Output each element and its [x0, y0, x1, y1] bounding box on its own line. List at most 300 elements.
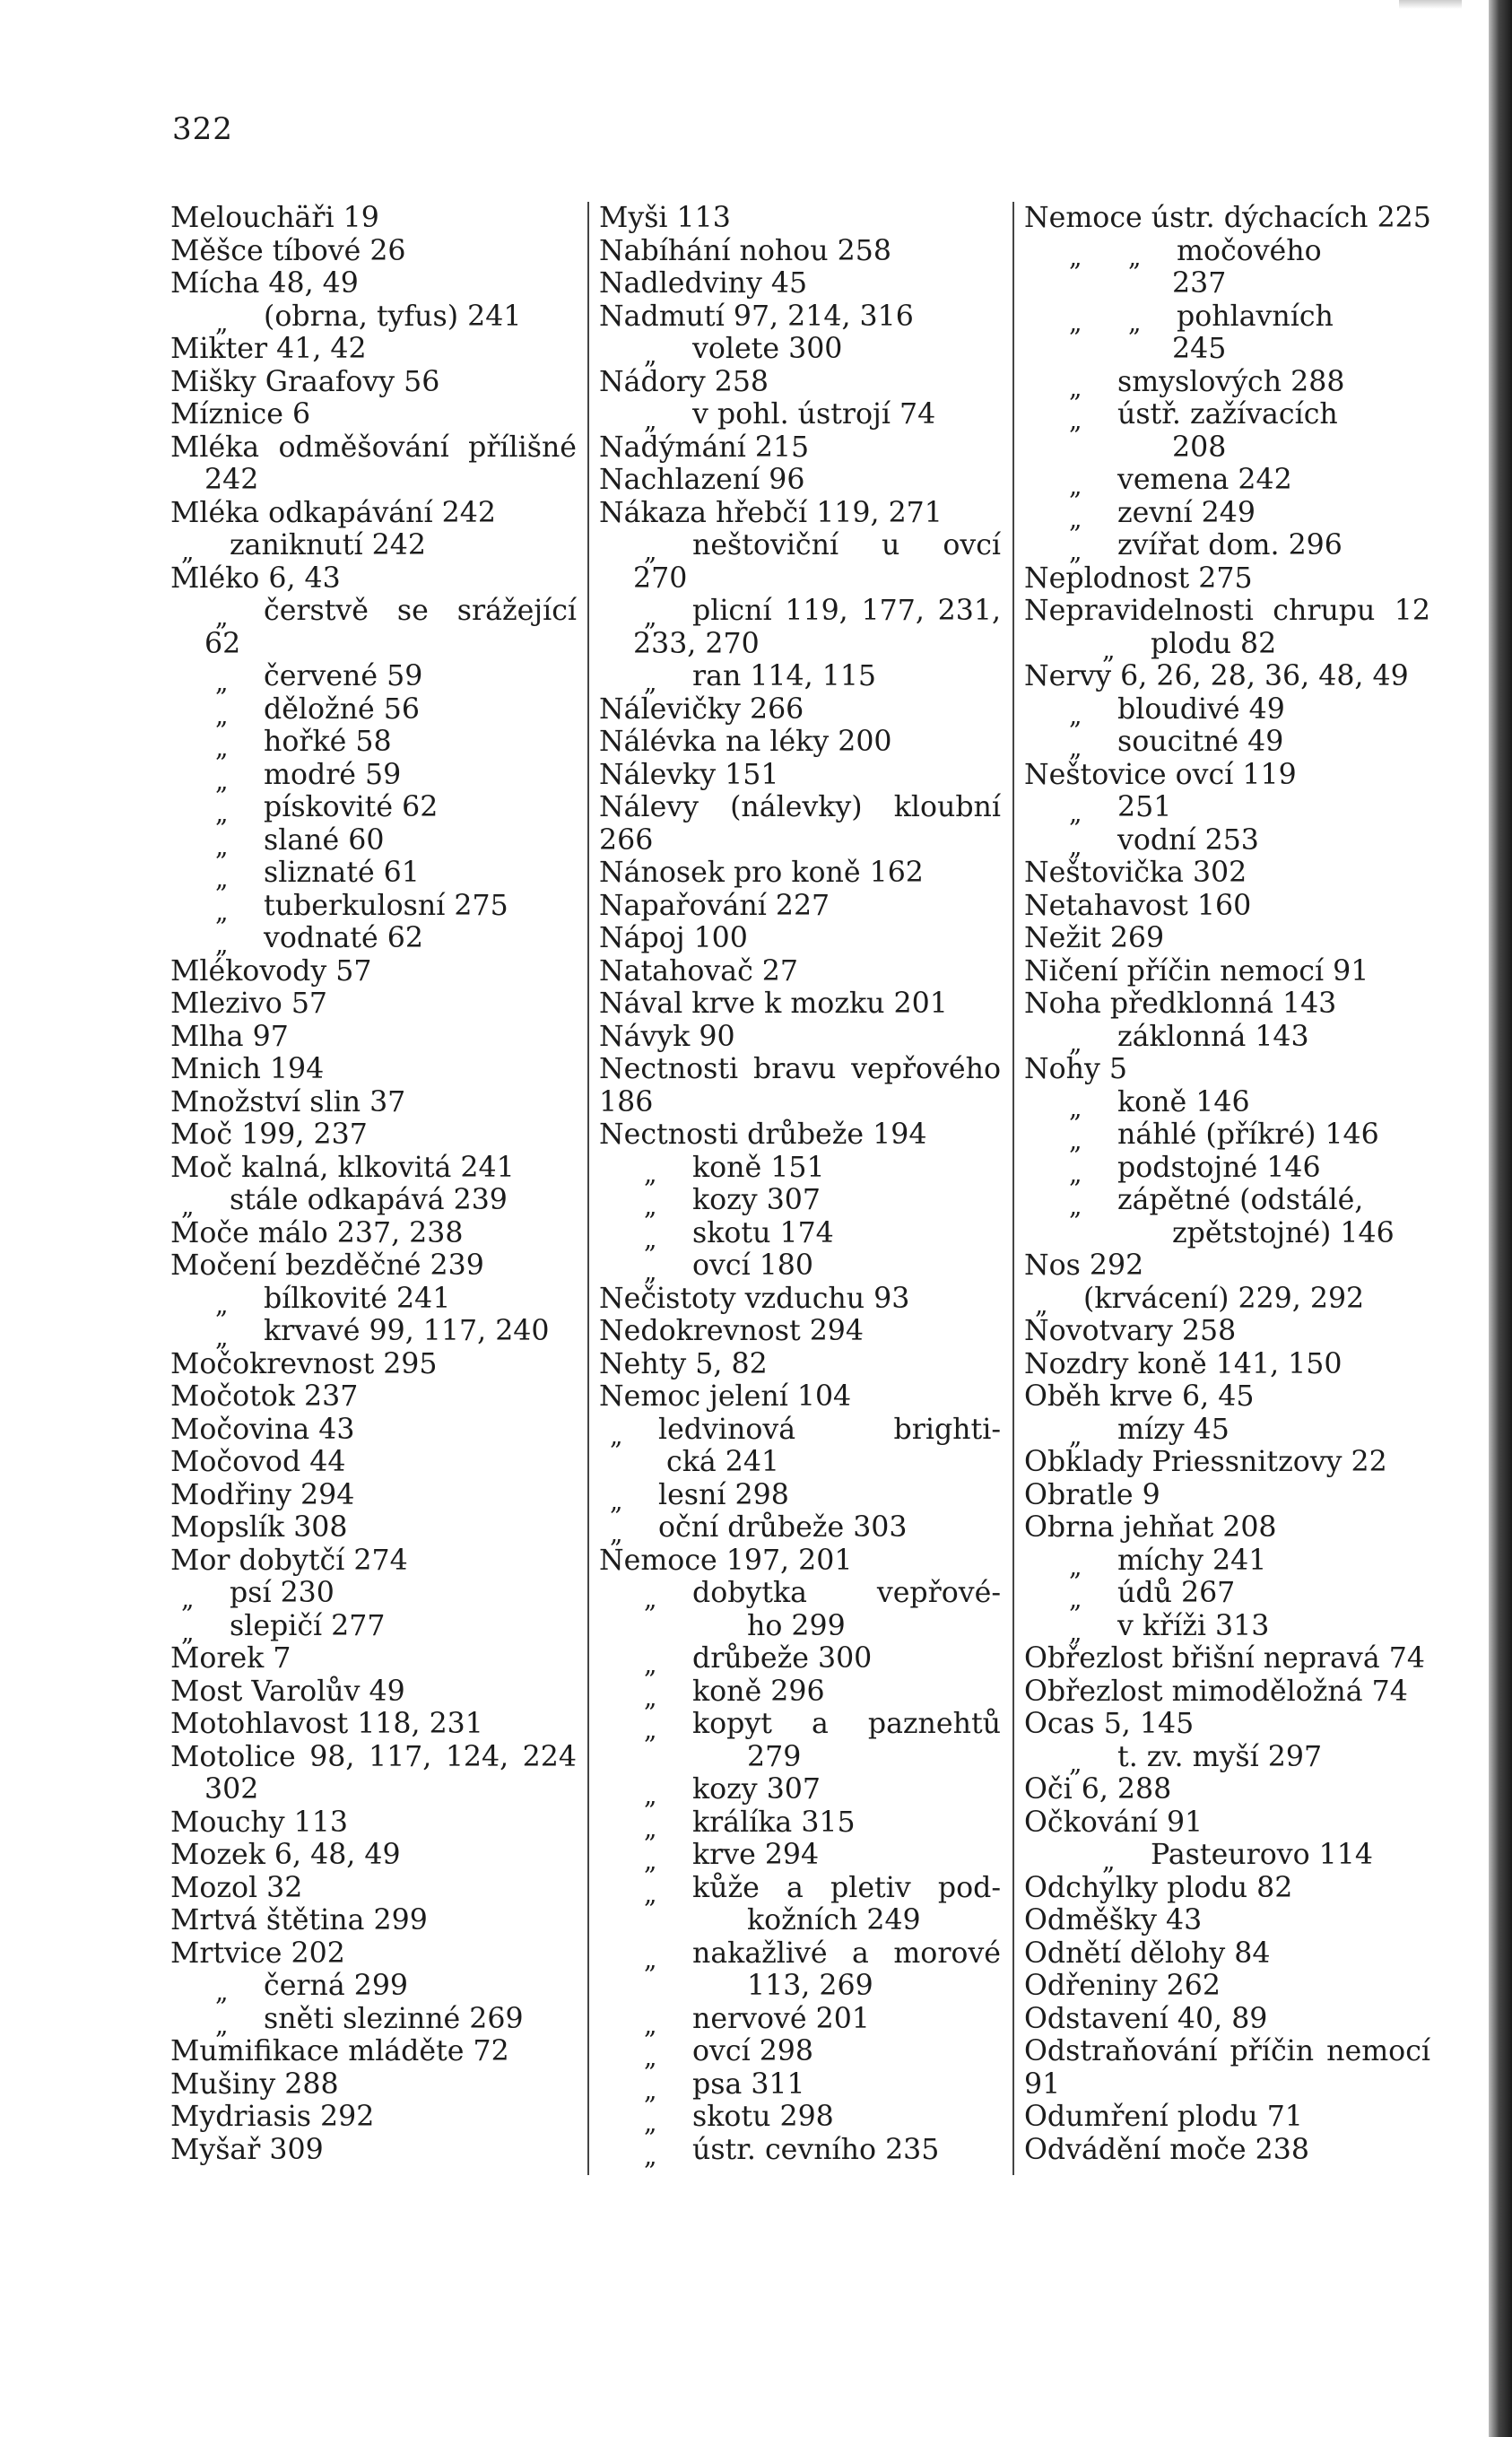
index-entry-text: Oběh krve 6, 45 — [1024, 1380, 1255, 1413]
index-entry — [1024, 1904, 1432, 1937]
index-entry — [599, 1708, 1003, 1745]
index-entry-text: Moč kalná, klkovitá 241 — [170, 1151, 515, 1184]
index-column-1 — [170, 202, 578, 2166]
index-entry-text: krvavé 99, 117, 240 — [264, 1315, 550, 1347]
index-entry-text: Nákaza hřebčí 119, 271 — [599, 496, 943, 529]
index-entry-text: Nedokrevnost 294 — [599, 1315, 865, 1347]
index-entry — [170, 1414, 578, 1447]
ditto-mark: „ — [1069, 1126, 1082, 1155]
index-entry — [170, 1152, 578, 1185]
index-entry-text: Nachlazení 96 — [599, 464, 805, 496]
ditto-mark: „ — [1069, 372, 1082, 403]
index-entry-text: skotu 174 — [692, 1216, 834, 1249]
index-entry — [170, 333, 578, 366]
index-entry — [1024, 398, 1432, 435]
index-entry-text: děložné 56 — [264, 692, 420, 726]
index-entry — [599, 1021, 1003, 1054]
ditto-mark: „ — [644, 667, 657, 697]
index-entry-text: 245 — [1172, 333, 1227, 365]
index-entry — [170, 1249, 578, 1283]
index-entry-text: Mícha 48, 49 — [170, 267, 359, 300]
index-entry — [1024, 857, 1432, 890]
index-entry-text: Mléka odměšování přílišné — [170, 431, 577, 464]
index-entry-text: 242 — [204, 464, 259, 496]
index-entry-text: zápětné (odstálé, — [1117, 1184, 1364, 1216]
ditto-mark: „ — [644, 1715, 657, 1745]
page-number: 322 — [172, 111, 233, 147]
index-entry-text: tuberkulosní 275 — [264, 889, 508, 922]
index-entry — [1024, 1740, 1432, 1778]
ditto-mark: „ — [215, 1322, 229, 1352]
index-entry — [170, 235, 578, 268]
ditto-mark: „ — [181, 1616, 195, 1647]
index-entry-text: zevní 249 — [1117, 496, 1256, 529]
index-entry-text: Obřezlost mimoděložná 74 — [1024, 1675, 1408, 1708]
index-entry — [1024, 1020, 1432, 1057]
index-entry — [1024, 1479, 1432, 1512]
index-entry-text: sliznaté 61 — [264, 857, 420, 889]
index-entry — [170, 1741, 578, 1774]
index-entry — [599, 464, 1003, 497]
index-entry — [170, 366, 578, 399]
index-entry — [1024, 529, 1432, 566]
index-entry-text: Motohlavost 118, 231 — [170, 1708, 483, 1740]
index-entry-text: Morek 7 — [170, 1642, 291, 1675]
index-entry-text: psa 311 — [692, 2067, 805, 2101]
ditto-mark: „ — [1069, 1616, 1082, 1647]
index-entry — [170, 988, 578, 1021]
index-entry-text: Neplodnost 275 — [1024, 561, 1253, 595]
index-entry — [599, 1283, 1003, 1316]
index-entry — [1024, 1249, 1432, 1283]
index-entry — [599, 922, 1003, 955]
ditto-mark: „ — [215, 602, 229, 631]
ditto-mark: „ — [1069, 405, 1082, 435]
index-entry — [1024, 1348, 1432, 1381]
index-entry-text: dobytka vepřové- — [692, 1577, 1001, 1609]
index-entry-text: krve 294 — [692, 1839, 820, 1871]
index-entry — [1024, 1511, 1432, 1545]
index-entry-text: Mor dobytčí 274 — [170, 1544, 408, 1577]
index-entry-text: Myši 113 — [599, 202, 731, 234]
ditto-mark: „ — [215, 307, 229, 337]
index-entry-text: smyslových 288 — [1117, 365, 1345, 398]
index-entry — [599, 2101, 1003, 2137]
index-entry-text: 279 — [747, 1740, 802, 1773]
index-entry — [1024, 562, 1432, 596]
index-entry — [170, 529, 578, 566]
index-entry-text: Odstraňování příčin nemocí — [1024, 2035, 1430, 2067]
index-entry-text: kůže a pletiv pod- — [692, 1871, 1001, 1904]
index-entry — [170, 595, 578, 631]
index-entry — [1024, 955, 1432, 988]
index-entry — [1024, 1217, 1432, 1250]
index-entry-text: Moč 199, 237 — [170, 1118, 368, 1151]
index-entry-text: skotu 298 — [692, 2101, 834, 2133]
ditto-mark: „ — [1069, 700, 1082, 730]
index-entry — [170, 1348, 578, 1381]
ditto-mark: „ — [1069, 471, 1082, 500]
index-entry — [599, 497, 1003, 530]
index-entry — [170, 1086, 578, 1119]
index-entry-text: psí 230 — [230, 1577, 335, 1609]
index-entry — [599, 1118, 1003, 1152]
index-entry-text: zaniknutí 242 — [230, 529, 426, 561]
index-entry-text: soucitné 49 — [1117, 726, 1284, 758]
index-entry-text: neštoviční u ovcí — [692, 529, 1001, 561]
index-entry — [599, 1871, 1003, 1909]
index-entry-text: míchy 241 — [1117, 1544, 1267, 1577]
index-entry — [599, 660, 1003, 697]
index-entry — [1024, 333, 1432, 366]
index-entry-text: Ocas 5, 145 — [1024, 1708, 1195, 1740]
index-entry — [599, 1545, 1003, 1578]
index-entry-text: 237 — [1172, 267, 1227, 300]
index-entry-text: ústř. zažívacích — [1117, 398, 1338, 431]
index-entry-text: Napařování 227 — [599, 889, 830, 922]
ditto-mark: „ — [215, 765, 229, 796]
index-entry — [1024, 1380, 1432, 1414]
index-entry — [170, 1184, 578, 1221]
index-entry-text: slané 60 — [264, 823, 385, 857]
index-entry-text: Obratle 9 — [1024, 1478, 1160, 1511]
index-entry-text: Nádory 258 — [599, 365, 769, 398]
ditto-mark: „ — [644, 2075, 657, 2105]
index-entry-text: Obřezlost břišní nepravá 74 — [1024, 1642, 1425, 1675]
index-entry — [170, 562, 578, 596]
index-entry-text: Nepravidelnosti chrupu 12 — [1024, 595, 1430, 627]
index-entry-text: Mrtvice 202 — [170, 1937, 345, 1970]
ditto-mark: „ — [610, 1420, 623, 1450]
index-entry-text: 91 — [1024, 2067, 1061, 2101]
index-entry — [1024, 1872, 1432, 1905]
index-entry-text: Nemoc jelení 104 — [599, 1380, 852, 1413]
index-entry — [1024, 1806, 1432, 1840]
index-entry-text: ho 299 — [747, 1609, 846, 1642]
index-entry — [1024, 1773, 1432, 1806]
index-entry-text: Močovina 43 — [170, 1413, 355, 1446]
index-entry-text: Mlha 97 — [170, 1020, 289, 1053]
index-entry — [1024, 2068, 1432, 2102]
index-entry-text: Most Varolův 49 — [170, 1675, 405, 1708]
index-entry — [1024, 464, 1432, 500]
index-entry-text: Mušiny 288 — [170, 2067, 339, 2101]
index-entry-text: koně 146 — [1117, 1085, 1250, 1118]
index-entry-text: Nehty 5, 82 — [599, 1347, 768, 1380]
ditto-mark: „ — [644, 340, 657, 370]
index-entry-text: králíka 315 — [692, 1806, 856, 1839]
index-entry — [599, 1151, 1003, 1188]
index-entry-text: mízy 45 — [1117, 1413, 1230, 1446]
index-entry — [599, 1380, 1003, 1414]
index-entry — [170, 1773, 578, 1806]
index-entry — [599, 1806, 1003, 1843]
index-entry — [599, 1610, 1003, 1643]
index-entry — [170, 1118, 578, 1152]
index-entry-text: sněti slezinné 269 — [264, 2002, 524, 2035]
index-entry-text: údů 267 — [1117, 1577, 1236, 1609]
index-entry-text: Obrna jehňat 208 — [1024, 1511, 1277, 1544]
index-entry — [1024, 1282, 1432, 1319]
index-entry — [599, 693, 1003, 727]
ditto-mark: „ — [1069, 307, 1082, 337]
index-entry — [599, 2067, 1003, 2105]
ditto-mark: „ — [1069, 798, 1082, 828]
index-entry — [599, 628, 1003, 661]
index-entry — [170, 823, 578, 861]
index-entry-text: Nohy 5 — [1024, 1053, 1128, 1085]
index-entry-text: slepičí 277 — [230, 1609, 386, 1642]
index-entry — [170, 497, 578, 530]
index-entry — [1024, 1970, 1432, 2003]
index-entry — [1024, 595, 1432, 628]
index-entry-text: ovcí 180 — [692, 1249, 814, 1282]
index-entry-text: volete 300 — [692, 333, 843, 365]
index-entry — [599, 398, 1003, 435]
index-entry-text: Mozol 32 — [170, 1871, 303, 1904]
index-entry-text: Nectnosti bravu vepřového — [599, 1053, 1001, 1085]
index-entry-text: 62 — [204, 627, 241, 660]
scan-mark — [1399, 0, 1462, 9]
index-entry-text: 113, 269 — [747, 1970, 873, 2002]
index-entry-text: záklonná 143 — [1117, 1020, 1309, 1053]
index-entry — [1024, 2003, 1432, 2036]
index-entry-text: modré 59 — [264, 758, 402, 791]
ditto-mark: „ — [215, 667, 229, 697]
ditto-mark: „ — [1069, 1584, 1082, 1614]
index-entry-text: v kříži 313 — [1117, 1609, 1270, 1642]
index-entry — [599, 791, 1003, 824]
ditto-mark: „ — [215, 1977, 229, 2006]
index-entry — [599, 2002, 1003, 2040]
index-entry — [170, 1511, 578, 1545]
index-entry — [170, 922, 578, 959]
index-entry-text: Mopslík 308 — [170, 1511, 348, 1544]
index-entry-text: bloudivé 49 — [1117, 692, 1285, 726]
index-entry-text: Očkování 91 — [1024, 1806, 1204, 1839]
ditto-mark: „ — [644, 1813, 657, 1843]
index-entry-text: koně 151 — [692, 1151, 825, 1184]
ditto-mark: „ — [1128, 307, 1142, 337]
index-entry — [599, 1773, 1003, 1810]
index-entry-text: (obrna, tyfus) 241 — [264, 300, 522, 333]
index-entry-text: kozy 307 — [692, 1184, 821, 1216]
index-entry — [599, 759, 1003, 792]
index-entry — [170, 1806, 578, 1840]
index-entry-text: Množství slin 37 — [170, 1085, 406, 1118]
index-entry — [1024, 2101, 1432, 2134]
index-entry-text: Nálevy (nálevky) kloubní — [599, 791, 1001, 823]
index-entry-text: hořké 58 — [264, 726, 392, 758]
index-entry — [1024, 1085, 1432, 1123]
index-entry-text: Melouchäři 19 — [170, 202, 379, 234]
index-entry-text: čerstvě se srážející — [264, 595, 577, 627]
ditto-mark: „ — [644, 2009, 657, 2040]
index-entry — [1024, 823, 1432, 861]
index-entry — [170, 1479, 578, 1512]
index-entry-text: stále odkapává 239 — [230, 1184, 508, 1216]
index-entry — [1024, 1609, 1432, 1647]
index-entry — [170, 1545, 578, 1578]
index-entry-text: 208 — [1172, 431, 1227, 464]
index-entry — [599, 1216, 1003, 1254]
ditto-mark: „ — [644, 1584, 657, 1614]
index-entry — [599, 1511, 1003, 1548]
index-entry-text: Mouchy 113 — [170, 1806, 348, 1839]
ditto-mark: „ — [644, 1944, 657, 1974]
index-entry-text: Nabíhání nohou 258 — [599, 234, 891, 267]
index-entry-text: Moče málo 237, 238 — [170, 1216, 464, 1249]
index-entry-text: Mrtvá štětina 299 — [170, 1904, 428, 1937]
index-entry — [1024, 1675, 1432, 1709]
index-entry — [170, 726, 578, 762]
index-entry-text: Nadledviny 45 — [599, 267, 808, 300]
index-entry — [599, 1446, 1003, 1479]
index-entry-text: (krvácení) 229, 292 — [1083, 1282, 1365, 1315]
index-entry-text: ovcí 298 — [692, 2035, 814, 2067]
index-entry — [599, 267, 1003, 300]
index-entry-text: Modřiny 294 — [170, 1478, 355, 1511]
column-rule-1 — [587, 202, 589, 2175]
index-entry — [599, 726, 1003, 759]
index-entry — [1024, 202, 1432, 235]
ditto-mark: „ — [610, 1485, 623, 1516]
index-entry — [599, 1839, 1003, 1876]
index-entry — [1024, 1118, 1432, 1155]
index-entry — [599, 431, 1003, 465]
ditto-mark: „ — [1069, 536, 1082, 566]
index-entry — [170, 1937, 578, 1971]
index-column-3 — [1024, 202, 1432, 2166]
index-entry — [1024, 1184, 1432, 1221]
index-entry — [170, 398, 578, 431]
index-entry-text: Odnětí dělohy 84 — [1024, 1937, 1271, 1970]
index-entry-text: lesní 298 — [658, 1478, 789, 1511]
ditto-mark: „ — [610, 1519, 623, 1548]
index-entry — [170, 1315, 578, 1352]
index-entry — [1024, 496, 1432, 534]
index-entry — [170, 857, 578, 893]
index-entry-text: Obklady Priessnitzovy 22 — [1024, 1446, 1387, 1478]
index-entry — [170, 1609, 578, 1647]
index-entry — [170, 2134, 578, 2167]
index-entry-text: Nežit 269 — [1024, 922, 1165, 954]
index-entry-text: Myšař 309 — [170, 2133, 324, 2166]
index-entry — [1024, 1413, 1432, 1450]
index-entry-text: Mléka odkapávání 242 — [170, 496, 496, 529]
index-entry-text: vemena 242 — [1117, 464, 1292, 496]
index-entry — [599, 890, 1003, 923]
index-entry — [599, 1904, 1003, 1937]
ditto-mark: „ — [215, 2009, 229, 2040]
index-entry-text: Mozek 6, 48, 49 — [170, 1839, 401, 1871]
index-entry-text: Pasteurovo 114 — [1151, 1839, 1373, 1871]
ditto-mark: „ — [644, 1878, 657, 1909]
index-entry-text: Nálevky 151 — [599, 758, 779, 791]
index-entry-text: Nápoj 100 — [599, 922, 748, 954]
index-entry — [1024, 660, 1432, 693]
index-entry — [170, 1282, 578, 1319]
index-entry-text: Motolice 98, 117, 124, 224 — [170, 1740, 577, 1773]
index-entry-text: Močení bezděčné 239 — [170, 1249, 484, 1282]
column-rule-2 — [1012, 202, 1014, 2175]
index-entry — [170, 202, 578, 235]
index-entry — [599, 366, 1003, 399]
index-entry-text: oční drůbeže 303 — [658, 1511, 908, 1544]
index-entry-text: Močokrevnost 295 — [170, 1347, 438, 1380]
index-entry-text: t. zv. myší 297 — [1117, 1740, 1323, 1773]
index-entry — [599, 1053, 1003, 1086]
index-entry-text: Noha předklonná 143 — [1024, 988, 1337, 1020]
index-entry — [170, 692, 578, 730]
ditto-mark: „ — [644, 1158, 657, 1188]
ditto-mark: „ — [215, 896, 229, 927]
ditto-mark: „ — [644, 1257, 657, 1286]
index-entry-text: bílkovité 241 — [264, 1282, 451, 1315]
index-entry — [1024, 692, 1432, 730]
index-entry — [170, 267, 578, 300]
index-entry-text: 270 — [633, 561, 688, 595]
ditto-mark: „ — [1069, 831, 1082, 861]
index-entry — [599, 1970, 1003, 2003]
index-entry — [1024, 726, 1432, 762]
index-entry — [599, 300, 1003, 334]
index-entry — [170, 1380, 578, 1414]
ditto-mark: „ — [181, 1191, 195, 1221]
index-entry-text: Odvádění moče 238 — [1024, 2133, 1309, 2166]
index-entry — [170, 1970, 578, 2006]
ditto-mark: „ — [1069, 1747, 1082, 1778]
ditto-mark: „ — [644, 2042, 657, 2072]
index-entry-text: Nos 292 — [1024, 1249, 1144, 1282]
index-entry — [599, 857, 1003, 890]
index-entry-text: Odumření plodu 71 — [1024, 2101, 1303, 2133]
index-entry — [1024, 1544, 1432, 1581]
index-entry-text: kopyt a paznehtů — [692, 1708, 1001, 1740]
index-entry-text: Nemoce ústr. dýchacích 225 — [1024, 202, 1431, 234]
index-entry-text: nakažlivé a morové — [692, 1937, 1001, 1970]
ditto-mark: „ — [1128, 241, 1142, 272]
index-entry — [170, 791, 578, 828]
index-entry-text: nervové 201 — [692, 2002, 870, 2035]
index-entry — [1024, 2035, 1432, 2068]
index-entry — [1024, 300, 1432, 337]
index-entry — [1024, 365, 1432, 403]
index-entry-text: ran 114, 115 — [692, 660, 877, 692]
index-entry-text: plodu 82 — [1151, 627, 1277, 660]
index-entry — [170, 300, 578, 337]
index-entry-text: Nálevičky 266 — [599, 692, 804, 726]
ditto-mark: „ — [1069, 1420, 1082, 1450]
index-entry-text: Netahavost 160 — [1024, 889, 1252, 922]
index-entry-text: 233, 270 — [633, 627, 760, 660]
index-entry — [170, 2101, 578, 2134]
ditto-mark: „ — [644, 1780, 657, 1810]
index-entry — [599, 1642, 1003, 1679]
index-entry — [599, 1249, 1003, 1286]
index-entry-text: ústr. cevního 235 — [692, 2133, 940, 2166]
index-entry-text: vodní 253 — [1117, 823, 1259, 857]
index-entry — [170, 1577, 578, 1614]
ditto-mark: „ — [644, 2108, 657, 2137]
index-entry — [599, 1315, 1003, 1348]
ditto-mark: „ — [215, 700, 229, 730]
index-entry — [1024, 1053, 1432, 1086]
index-entry-text: Mišky Graafovy 56 — [170, 365, 440, 398]
index-entry — [599, 1577, 1003, 1614]
ditto-mark: „ — [215, 798, 229, 828]
ditto-mark: „ — [215, 733, 229, 762]
